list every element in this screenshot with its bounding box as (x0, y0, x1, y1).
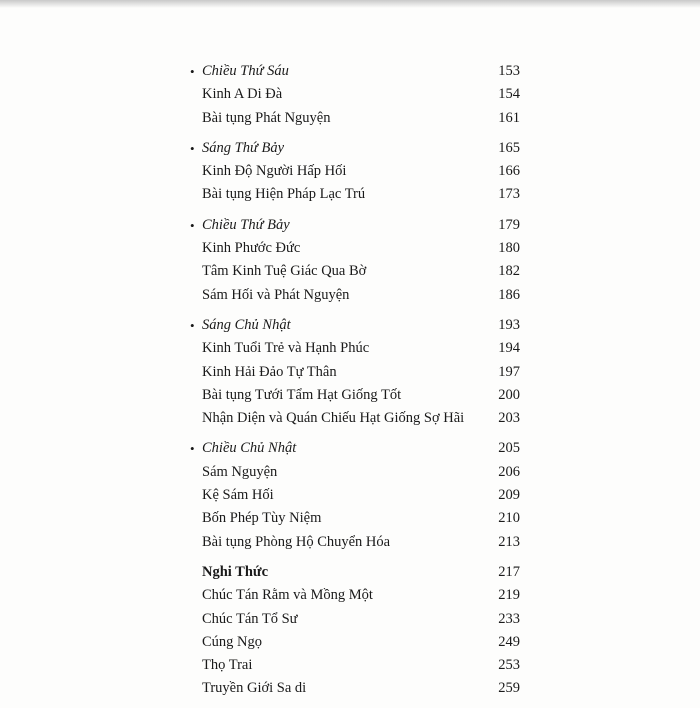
toc-entry[interactable] (190, 461, 520, 484)
toc-entry[interactable] (190, 677, 520, 700)
toc-page-number: 194 (498, 340, 520, 357)
toc-heading[interactable] (190, 314, 520, 337)
toc-entry[interactable] (190, 631, 520, 654)
toc-entry[interactable] (190, 160, 520, 183)
bullet-icon: • (190, 64, 195, 79)
toc-entry-title: Chúc Tán Rằm và Mồng Một (202, 587, 373, 604)
toc-page-number: 253 (498, 657, 520, 674)
toc-entry-title: Sám Hối và Phát Nguyện (202, 286, 350, 303)
toc-page-number: 205 (498, 440, 520, 457)
toc-entry[interactable] (190, 608, 520, 631)
toc-entry[interactable] (190, 484, 520, 507)
toc-entry[interactable] (190, 337, 520, 360)
toc-page-number: 210 (498, 510, 520, 527)
toc-entry-title: Kinh Phước Đức (202, 240, 301, 257)
toc-entry-title: Nhận Diện và Quán Chiếu Hạt Giống Sợ Hãi (202, 410, 465, 427)
toc-page-number: 193 (498, 316, 520, 333)
toc-entry[interactable] (190, 284, 520, 307)
toc-page-number: 182 (498, 263, 520, 280)
bullet-icon: • (190, 317, 195, 333)
toc-heading[interactable] (190, 214, 520, 237)
toc-page-number: 154 (498, 86, 520, 103)
toc-heading-title: Chiều Chủ Nhật (202, 440, 297, 457)
toc-entry-title: Kinh A Di Đà (202, 86, 283, 103)
toc-page-number: 203 (498, 410, 520, 427)
page-edge-shadow (0, 0, 700, 8)
toc-section-sang-chu-nhat (190, 314, 520, 430)
toc-page-number: 197 (498, 363, 520, 380)
toc-heading-title: Chiều Thứ Sáu (202, 63, 289, 79)
toc-heading-title: Sáng Thứ Bảy (202, 139, 285, 156)
toc-entry-title: Bài tụng Phòng Hộ Chuyển Hóa (202, 533, 391, 550)
toc-page-number: 219 (498, 587, 520, 604)
toc-entry[interactable] (190, 584, 520, 607)
toc-entry[interactable] (190, 507, 520, 530)
toc-page-number: 166 (498, 163, 520, 180)
toc-page-number: 206 (498, 463, 520, 480)
toc-page-number: 180 (498, 240, 520, 257)
toc-entry[interactable] (190, 407, 520, 430)
toc-page-number: 209 (498, 487, 520, 504)
toc-page-number: 153 (498, 63, 520, 79)
toc-entry-title: Sám Nguyện (202, 463, 278, 480)
toc-entry-title: Chúc Tán Tổ Sư (202, 610, 298, 627)
toc-entry-title: Bài tụng Phát Nguyện (202, 109, 331, 126)
toc-page-number: 173 (498, 186, 520, 203)
toc-section-chieu-chu-nhat (190, 437, 520, 553)
table-of-contents (190, 60, 520, 708)
bullet-icon: • (190, 441, 195, 457)
toc-page-number: 213 (498, 533, 520, 550)
toc-entry-title: Kinh Độ Người Hấp Hối (202, 163, 347, 180)
toc-page-number: 161 (498, 109, 520, 126)
toc-heading-title: Sáng Chủ Nhật (202, 316, 291, 333)
toc-entry[interactable] (190, 361, 520, 384)
toc-page-number: 179 (498, 216, 520, 233)
toc-entry-title: Thọ Trai (202, 657, 253, 674)
toc-page-number: 165 (498, 139, 520, 156)
toc-entry[interactable] (190, 107, 520, 130)
toc-page-number: 186 (498, 286, 520, 303)
toc-entry-title: Kinh Tuổi Trẻ và Hạnh Phúc (202, 340, 370, 357)
toc-entry-title: Truyền Giới Sa di (202, 680, 307, 697)
toc-page-number: 233 (498, 610, 520, 627)
toc-entry[interactable] (190, 183, 520, 206)
toc-page-number: 249 (498, 633, 520, 650)
toc-entry[interactable] (190, 237, 520, 260)
bullet-icon: • (190, 217, 195, 233)
toc-entry-title: Bài tụng Tưới Tẩm Hạt Giống Tốt (202, 386, 402, 403)
toc-entry[interactable] (190, 83, 520, 106)
toc-heading[interactable] (190, 60, 520, 83)
toc-page-number: 200 (498, 386, 520, 403)
toc-entry-title: Kệ Sám Hối (202, 487, 274, 504)
toc-entry[interactable] (190, 260, 520, 283)
toc-page-number: 259 (498, 680, 520, 697)
toc-entry-title: Bốn Phép Tùy Niệm (202, 510, 322, 527)
toc-heading[interactable] (190, 137, 520, 160)
toc-entry[interactable] (190, 654, 520, 677)
toc-entry-title: Tâm Kinh Tuệ Giác Qua Bờ (202, 263, 367, 280)
toc-entry[interactable] (190, 384, 520, 407)
toc-entry-title: Bài tụng Hiện Pháp Lạc Trú (202, 186, 366, 203)
toc-heading-title: Chiều Thứ Bảy (202, 216, 290, 233)
toc-heading-title: Nghi Thức (202, 563, 269, 580)
toc-section-chieu-thu-sau (190, 60, 520, 130)
toc-heading[interactable] (190, 437, 520, 460)
toc-heading[interactable] (190, 561, 520, 584)
toc-section-nghi-thuc (190, 561, 520, 701)
toc-entry-title: Kinh Hải Đảo Tự Thân (202, 363, 337, 380)
toc-entry-title: Cúng Ngọ (202, 633, 263, 650)
toc-entry[interactable] (190, 531, 520, 554)
toc-section-sang-thu-bay (190, 137, 520, 207)
toc-page-number: 217 (498, 563, 520, 580)
bullet-icon: • (190, 140, 195, 156)
toc-section-chieu-thu-bay (190, 214, 520, 307)
